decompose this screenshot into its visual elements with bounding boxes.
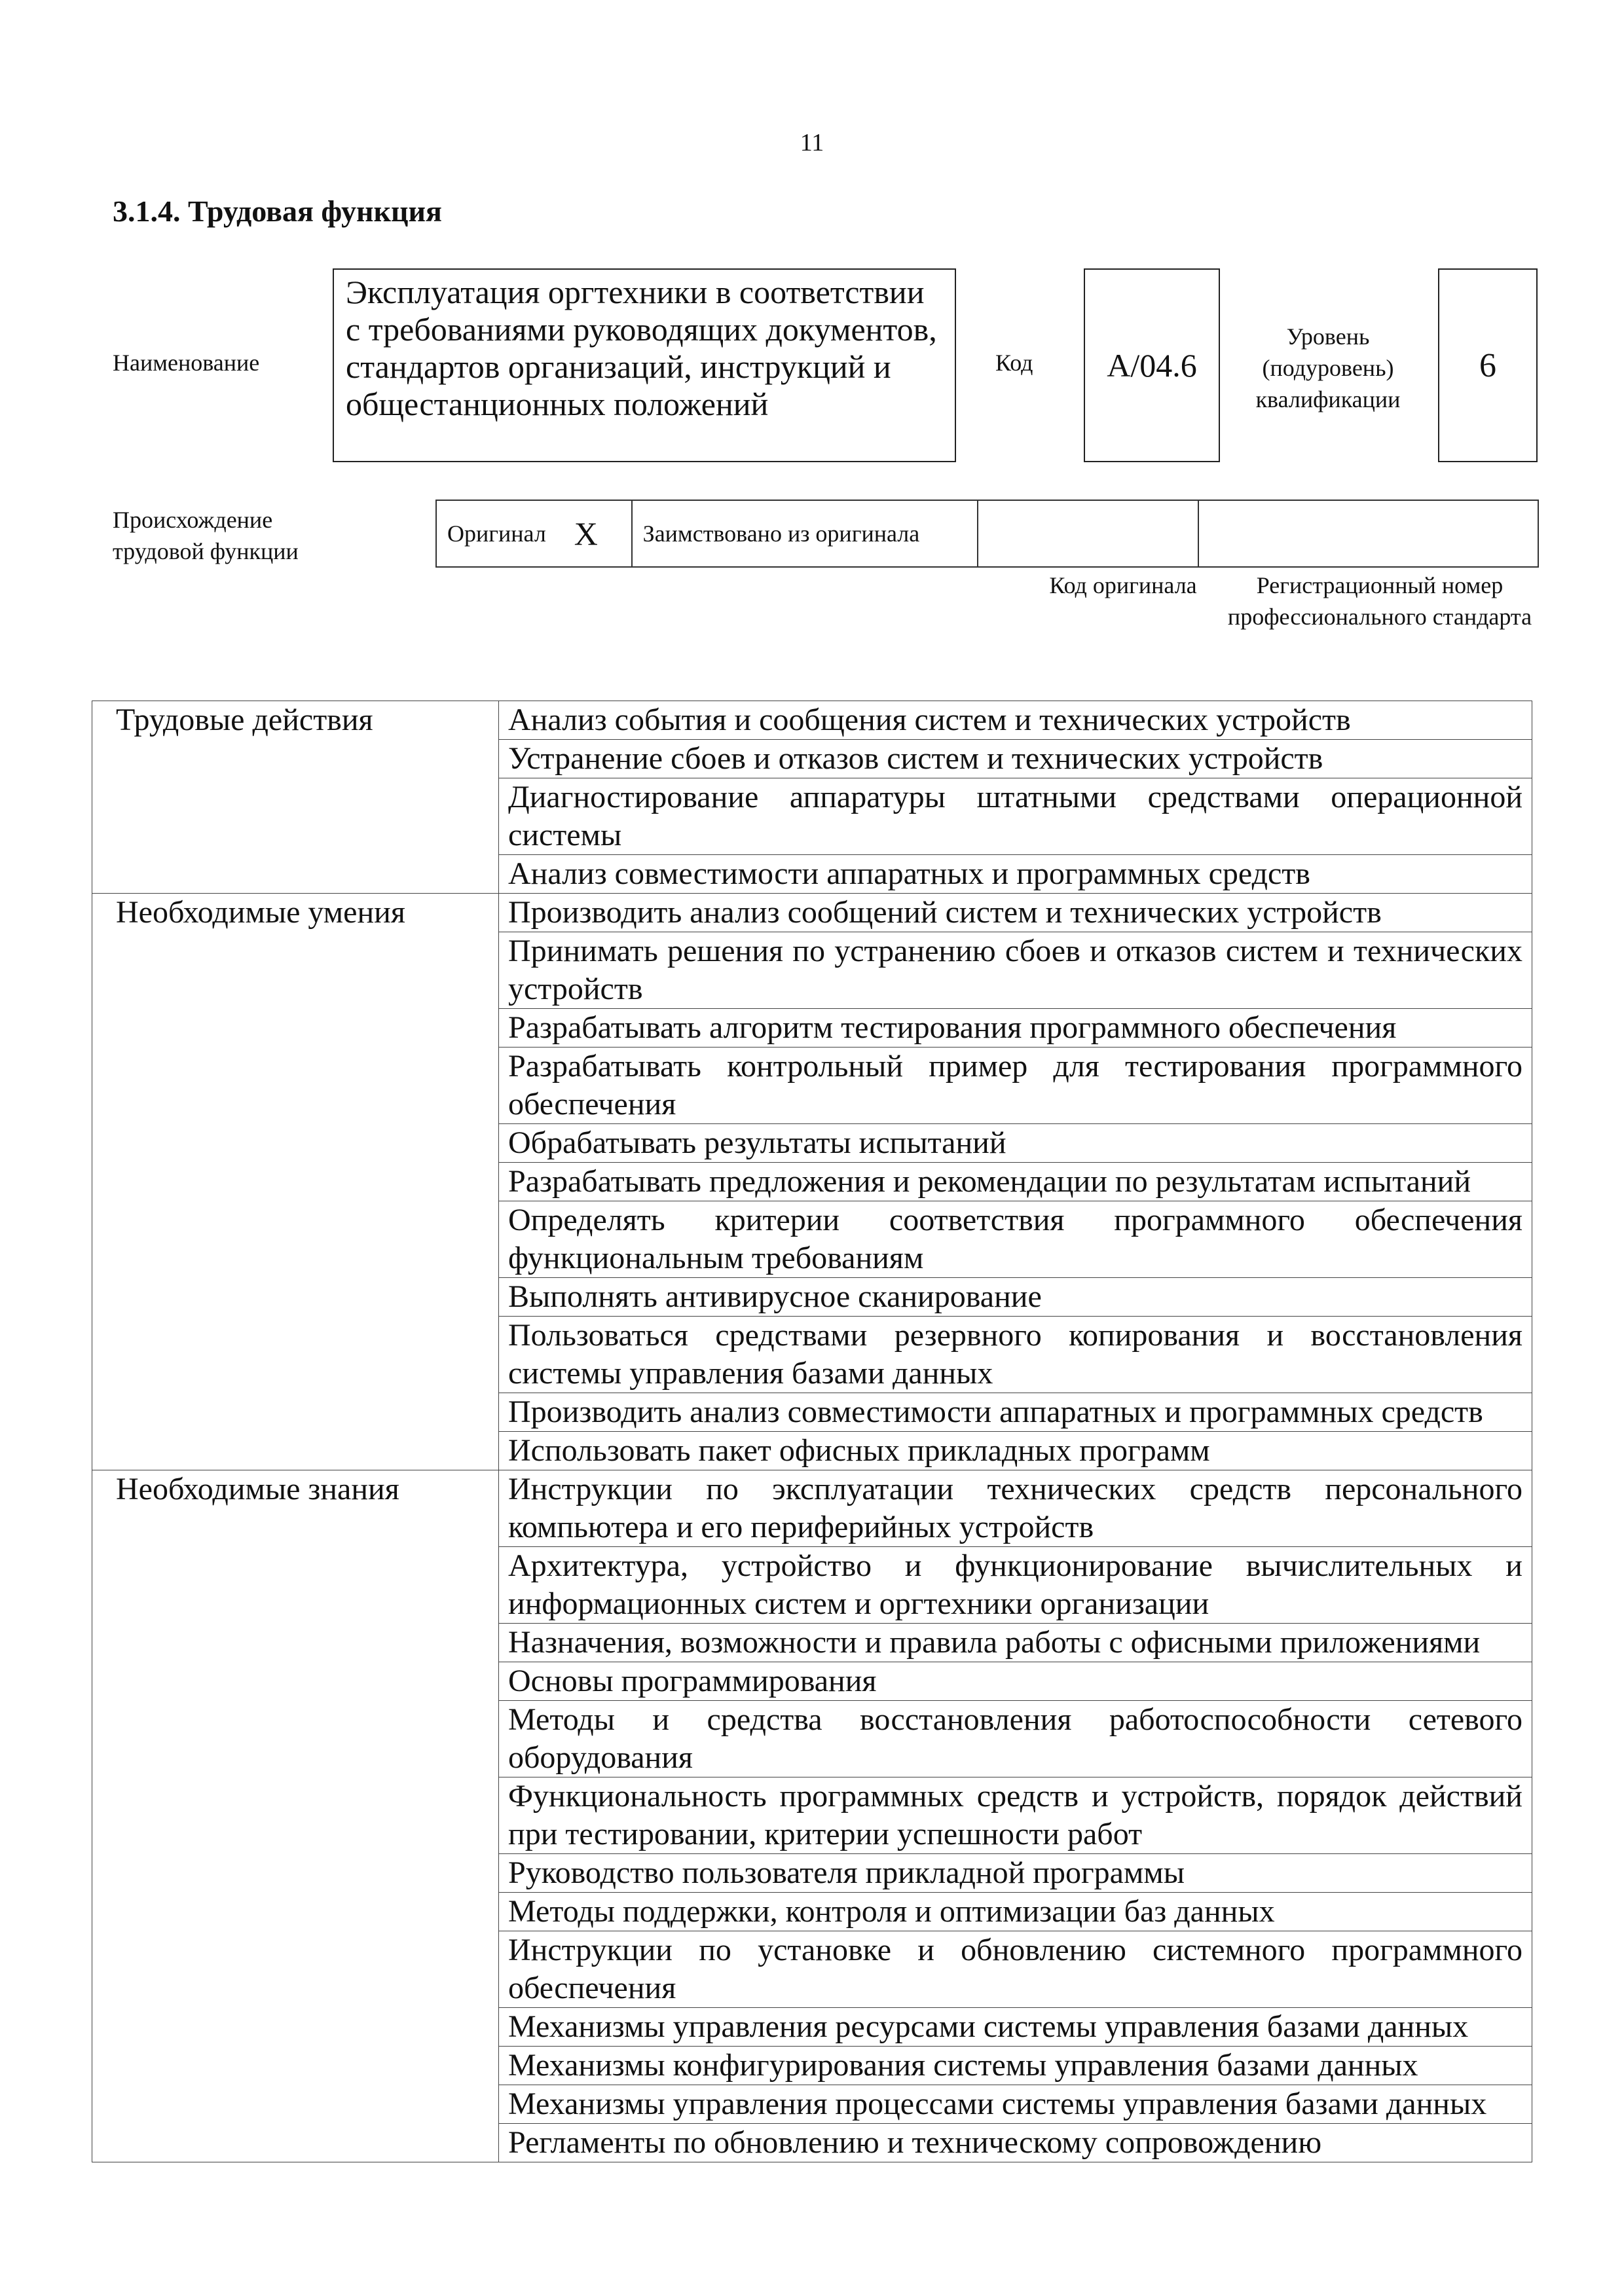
list-item: Функциональность программных средств и устройств, порядок действий при тестировании, критерии успешности работ (499, 1777, 1532, 1854)
list-item: Механизмы управления ресурсами системы управления базами данных (499, 2008, 1532, 2047)
list-item: Архитектура, устройство и функционирование вычислительных и информационных систем и оргтехники организации (499, 1547, 1532, 1624)
level-label: Уровень (подуровень) квалификации (1255, 323, 1401, 412)
list-item: Выполнять антивирусное сканирование (499, 1278, 1532, 1317)
list-item: Методы и средства восстановления работоспособности сетевого оборудования (499, 1701, 1532, 1777)
list-item: Производить анализ совместимости аппаратных и программных средств (499, 1393, 1532, 1432)
section-category-label: Необходимые знания (92, 1470, 499, 2162)
function-name-value: Эксплуатация оргтехники в соответствии с требованиями руководящих документов, стандартов организаций, инструкций и общестанционных положений (346, 274, 937, 422)
list-item: Определять критерии соответствия программного обеспечения функциональным требованиям (499, 1201, 1532, 1278)
name-label: Наименование (113, 350, 260, 376)
list-item: Руководство пользователя прикладной программы (499, 1854, 1532, 1893)
function-name-box (333, 268, 956, 462)
list-item: Регламенты по обновлению и техническому сопровождению (499, 2124, 1532, 2162)
list-item: Методы поддержки, контроля и оптимизации баз данных (499, 1893, 1532, 1931)
list-item: Анализ совместимости аппаратных и программных средств (499, 855, 1532, 894)
list-item: Устранение сбоев и отказов систем и технических устройств (499, 740, 1532, 778)
code-original-cell (978, 500, 1198, 567)
reg-number-label: Регистрационный номер профессионального стандарта (1227, 572, 1532, 630)
code-original-label: Код оригинала (1049, 572, 1197, 598)
list-item: Назначения, возможности и правила работы с офисными приложениями (499, 1624, 1532, 1662)
competency-table (92, 701, 1532, 2162)
reg-number-cell (1198, 500, 1538, 567)
list-item: Производить анализ сообщений систем и технических устройств (499, 894, 1532, 932)
origin-label: Происхождение трудовой функции (113, 507, 299, 564)
table-row (92, 701, 1532, 740)
list-item: Инструкции по установке и обновлению системного программного обеспечения (499, 1931, 1532, 2008)
level-box (1438, 268, 1538, 462)
list-item: Обрабатывать результаты испытаний (499, 1124, 1532, 1163)
list-item: Принимать решения по устранению сбоев и отказов систем и технических устройств (499, 932, 1532, 1009)
code-label: Код (995, 350, 1033, 376)
table-row (92, 894, 1532, 932)
list-item: Механизмы конфигурирования системы управления базами данных (499, 2047, 1532, 2085)
list-item: Разрабатывать алгоритм тестирования программного обеспечения (499, 1009, 1532, 1048)
code-value: A/04.6 (1107, 347, 1197, 384)
list-item: Пользоваться средствами резервного копирования и восстановления системы управления базами данных (499, 1317, 1532, 1393)
list-item: Анализ события и сообщения систем и технических устройств (499, 701, 1532, 740)
list-item: Механизмы управления процессами системы управления базами данных (499, 2085, 1532, 2124)
level-value: 6 (1479, 346, 1496, 384)
origin-table (435, 500, 1539, 568)
original-label: Оригинал (436, 500, 564, 567)
list-item: Инструкции по эксплуатации технических средств персонального компьютера и его периферийных устройств (499, 1470, 1532, 1547)
section-category-label: Трудовые действия (92, 701, 499, 894)
code-box (1084, 268, 1220, 462)
original-mark: X (564, 500, 632, 567)
page-number: 11 (800, 129, 824, 156)
table-row (92, 1470, 1532, 1547)
list-item: Разрабатывать предложения и рекомендации по результатам испытаний (499, 1163, 1532, 1201)
list-item: Использовать пакет офисных прикладных программ (499, 1432, 1532, 1470)
section-title: 3.1.4. Трудовая функция (113, 194, 442, 228)
list-item: Основы программирования (499, 1662, 1532, 1701)
borrowed-label: Заимствовано из оригинала (632, 500, 978, 567)
section-category-label: Необходимые умения (92, 894, 499, 1470)
list-item: Разрабатывать контрольный пример для тестирования программного обеспечения (499, 1048, 1532, 1124)
list-item: Диагностирование аппаратуры штатными средствами операционной системы (499, 778, 1532, 855)
